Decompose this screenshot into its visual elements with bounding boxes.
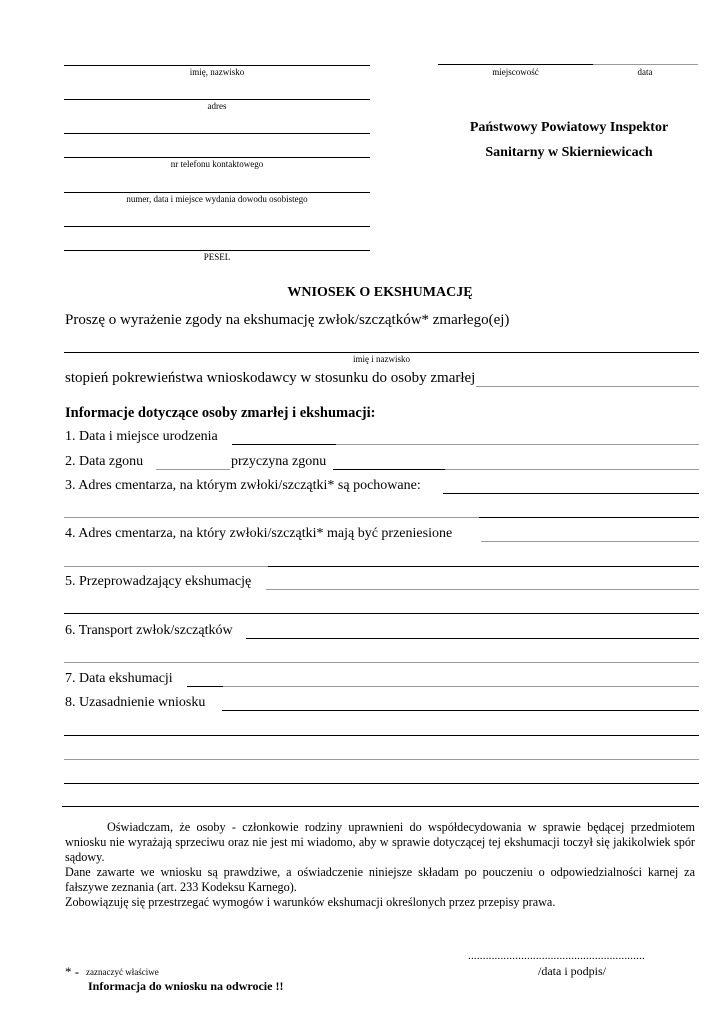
item-death-date: 2. Data zgonu [65,454,144,469]
justification-line-2[interactable] [64,735,699,736]
cemetery-current-line-3[interactable] [479,517,699,518]
death-cause-line[interactable] [333,469,445,470]
date-label: data [637,67,653,77]
birth-line[interactable] [232,444,336,445]
recipient-line-2: Sanitarny w Skierniewicach [485,145,653,160]
phone-line[interactable] [64,157,370,158]
death-date-line[interactable] [156,469,230,470]
address-line-1[interactable] [64,99,370,100]
item-cemetery-new: 4. Adres cmentarza, na który zwłoki/szczątki* mają być przeniesione [65,526,453,541]
performer-line-2[interactable] [64,613,699,614]
back-note: Informacja do wniosku na odwrocie !! [88,979,284,993]
id-line[interactable] [64,192,370,193]
section-title: Informacje dotyczące osoby zmarłej i ekshumacji: [65,405,376,421]
cemetery-new-line[interactable] [481,541,699,542]
place-line[interactable] [438,64,593,65]
birth-line-2[interactable] [336,444,699,445]
declaration-p2: Dane zawarte we wniosku są prawdziwe, a oświadczenie niniejsze składam po pouczeniu o odpowiedzialności karnej za fałszywe zeznania (art. 233 Kodeksu Karnego). [65,865,695,894]
declaration-p3: Zobowiązuję się przestrzegać wymogów i warunków ekshumacji określonych przez przepisy prawa. [65,895,556,909]
item-death-cause: przyczyna zgonu [231,454,327,469]
request-text: Proszę o wyrażenie zgody na ekshumację zwłok/szczątków* zmarłego(ej) [65,312,510,328]
name-label: imię, nazwisko [189,67,245,77]
justification-line-4[interactable] [64,783,699,784]
exhumation-date-line[interactable] [187,686,223,687]
name-line[interactable] [64,65,370,66]
exhumation-date-line-2[interactable] [223,686,699,687]
justification-line-1[interactable] [222,710,699,711]
declaration-block [65,820,695,910]
item-transport: 6. Transport zwłok/szczątków [65,623,233,638]
deceased-name-line[interactable] [64,352,699,353]
date-line[interactable] [593,64,698,65]
transport-line[interactable] [246,638,699,639]
address-line-2[interactable] [64,133,370,134]
cemetery-new-line-2[interactable] [64,566,268,567]
recipient-line-1: Państwowy Powiatowy Inspektor [469,120,669,135]
justification-line-3[interactable] [64,759,699,760]
cemetery-current-line[interactable] [443,493,699,494]
item-birth: 1. Data i miejsce urodzenia [65,429,218,444]
item-justification: 8. Uzasadnienie wniosku [65,695,206,710]
declaration-p1: Oświadczam, że osoby - członkowie rodziny uprawnieni do współdecydowania w sprawie będącej przedmiotem wniosku nie wyrażają sprzeciwu oraz nie jest mi wiadomo, aby w sprawie dotyczącej tej ekshumacji toczył się jakikolwiek spór sądowy. [65,820,695,864]
transport-line-2[interactable] [64,662,699,663]
place-label: miejscowość [492,67,539,77]
performer-line[interactable] [266,589,699,590]
pesel-label: PESEL [203,252,231,262]
kinship-line[interactable] [476,386,699,387]
signature-dots[interactable]: ............................................................ [468,950,645,962]
form-title: WNIOSEK O EKSHUMACJĘ [287,285,473,300]
deceased-name-label: imię i nazwisko [353,354,410,364]
item-performer: 5. Przeprowadzający ekshumację [65,574,252,589]
item-cemetery-current: 3. Adres cmentarza, na którym zwłoki/szczątki* są pochowane: [65,478,421,493]
footnote-text: zaznaczyć właściwe [86,967,159,977]
id-line-2[interactable] [64,226,370,227]
address-label: adres [207,101,227,111]
signature-label: /data i podpis/ [538,964,606,978]
cemetery-new-line-3[interactable] [268,566,699,567]
id-label: numer, data i miejsce wydania dowodu osobistego [126,194,308,204]
pesel-line[interactable] [64,250,370,251]
footnote-marker: * - [65,964,80,979]
justification-line-5[interactable] [62,806,699,807]
cemetery-current-line-2[interactable] [64,517,479,518]
kinship-text: stopień pokrewieństwa wnioskodawcy w stosunku do osoby zmarłej [65,370,476,386]
item-exhumation-date: 7. Data ekshumacji [65,671,173,686]
phone-label: nr telefonu kontaktowego [170,159,264,169]
death-cause-line-2[interactable] [445,469,699,470]
